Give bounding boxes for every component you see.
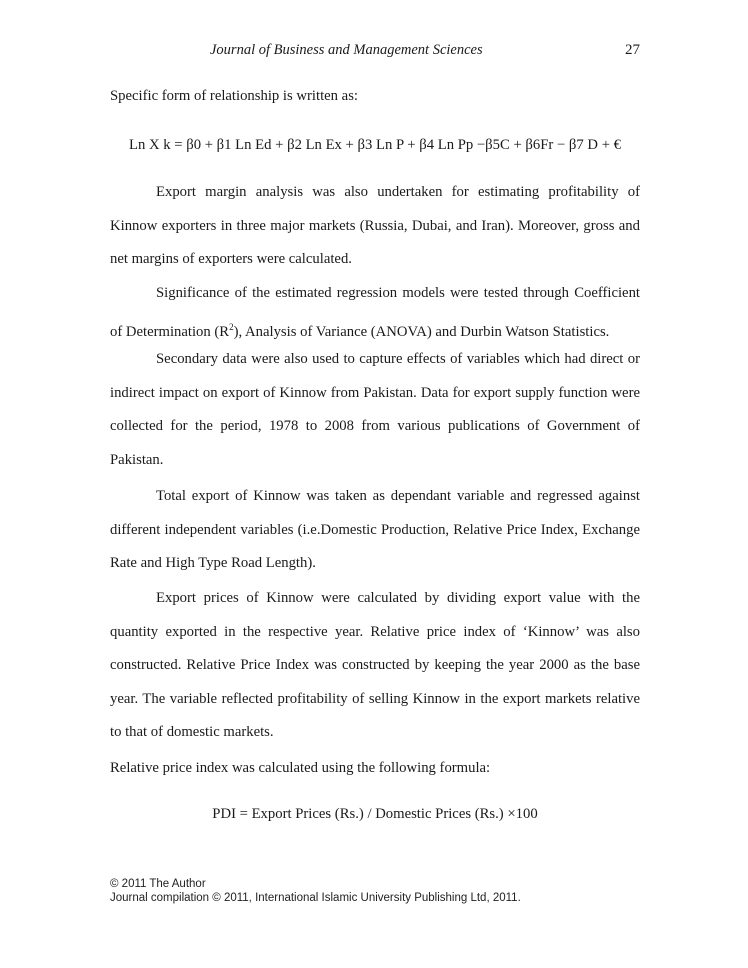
rpi-intro: Relative price index was calculated using the following formula: bbox=[110, 760, 491, 776]
paragraph-total-export: Total export of Kinnow was taken as dependant variable and regressed against different independent variables (i.e.Domestic Production, Relative Price Index, Exchange Rate and High Type Road Length). bbox=[110, 488, 640, 571]
paragraph-secondary-data: Secondary data were also used to capture effects of variables which had direct or indirect impact on export of Kinnow from Pakistan. Data for export supply function were collected for the period, 1978 to 2008 from various publications of Government of Pakistan. bbox=[110, 351, 640, 468]
copyright-line: © 2011 The Author bbox=[110, 878, 206, 890]
significance-text-end: ), Analysis of Variance (ANOVA) and Durbin Watson Statistics. bbox=[233, 323, 610, 340]
page-number: 27 bbox=[625, 42, 640, 58]
paragraph-export-margin: Export margin analysis was also undertaken for estimating profitability of Kinnow exporters in three major markets (Russia, Dubai, and Iran). Moreover, gross and net margins of exporters were calculated. bbox=[110, 184, 640, 267]
regression-equation: Ln X k = β0 + β1 Ln Ed + β2 Ln Ex + β3 Ln P + β4 Ln Pp −β5C + β6Fr − β7 D + € bbox=[129, 137, 621, 153]
significance-text-start: Significance of the estimated regression models were tested through Coefficient of Determination (R bbox=[110, 285, 640, 340]
journal-title: Journal of Business and Management Sciences bbox=[210, 42, 483, 58]
page-footer bbox=[110, 877, 521, 905]
pdi-formula: PDI = Export Prices (Rs.) / Domestic Prices (Rs.) ×100 bbox=[212, 806, 538, 822]
equation-intro: Specific form of relationship is written as: bbox=[110, 88, 358, 104]
compilation-line: Journal compilation © 2011, International Islamic University Publishing Ltd, 2011. bbox=[110, 892, 521, 904]
paragraph-export-prices: Export prices of Kinnow were calculated by dividing export value with the quantity exported in the respective year. Relative price index of ‘Kinnow’ was also constructed. Relative Price Index was constructed by keeping the year 2000 as the base year. The variable reflected profitability of selling Kinnow in the export markets relative to that of domestic markets. bbox=[110, 590, 640, 740]
paragraph-significance bbox=[110, 277, 640, 349]
running-header bbox=[110, 42, 640, 62]
r-squared-superscript: 2 bbox=[229, 321, 234, 332]
